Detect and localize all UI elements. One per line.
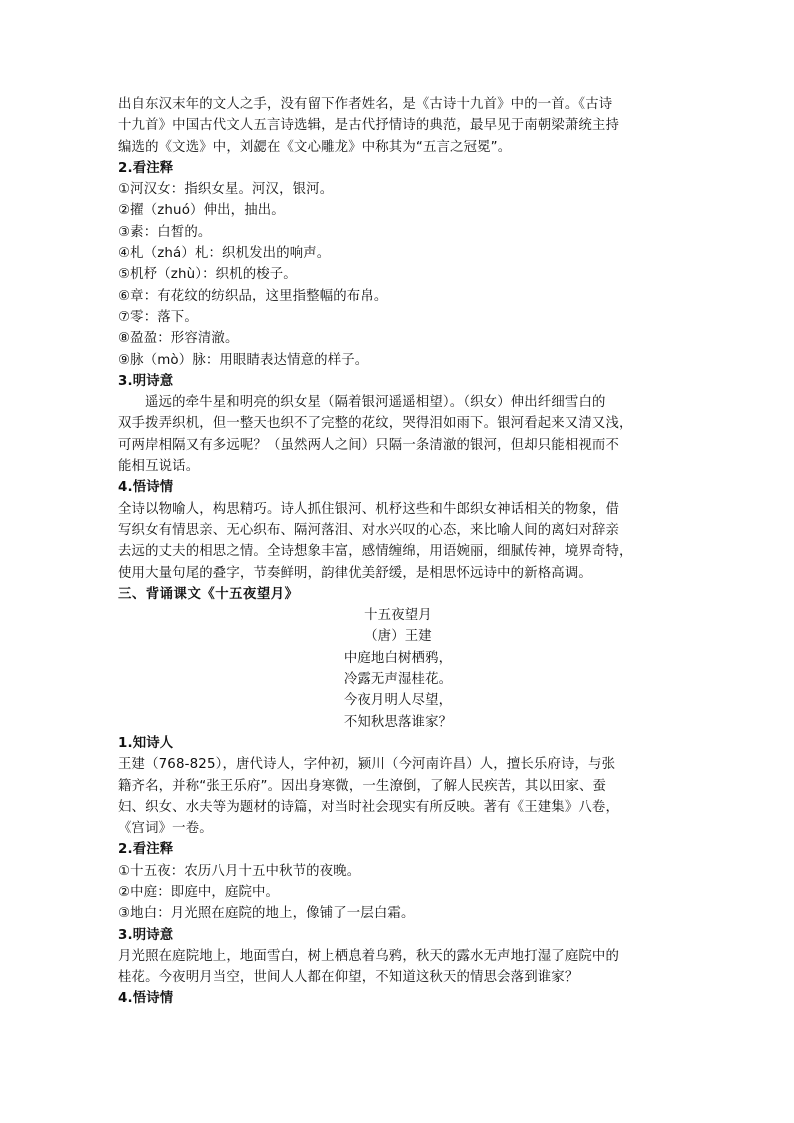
poem2-meaning-line: 月光照在庭院地上，地面雪白，树上栖息着乌鸦，秋天的露水无声地打湿了庭院中的 xyxy=(118,948,620,964)
section-heading: 三、背诵课文《十五夜望月》 xyxy=(118,586,299,602)
poem1-note: ①河汉女：指织女星。河汉，银河。 xyxy=(118,182,334,198)
poem2-poet-line: 《宫词》一卷。 xyxy=(118,821,213,837)
poem1-note: ⑦零：落下。 xyxy=(118,309,198,325)
poem1-meaning-line: 遥远的牵牛星和明亮的织女星（隔着银河遥遥相望）。（织女）伸出纤细雪白的 xyxy=(145,395,606,411)
poem1-note: ⑧盈盈：形容清澈。 xyxy=(118,331,239,347)
poem2-poet-heading: 1.知诗人 xyxy=(118,735,174,751)
poem2-note: ①十五夜：农历八月十五中秋节的夜晚。 xyxy=(118,863,361,879)
poem2-verse: 不知秋思落谁家？ xyxy=(343,714,453,730)
poem1-feeling-line: 写织女有情思亲、无心织布、隔河落泪、对水兴叹的心态，来比喻人间的离妇对辞亲 xyxy=(118,522,620,538)
poem1-meaning-line: 双手拨弄织机，但一整天也织不了完整的花纹，哭得泪如雨下。银河看起来又清又浅， xyxy=(118,416,633,432)
poem1-feeling-line: 去远的丈夫的相思之情。全诗想象丰富，感情缠绵，用语婉丽，细腻传神，境界奇特， xyxy=(118,544,633,560)
document-content xyxy=(118,94,678,1010)
poem1-feeling-line: 使用大量句尾的叠字，节奏鲜明，韵律优美舒缓，是相思怀远诗中的新格高调。 xyxy=(118,565,592,581)
poem1-note: ②擢（zhuó）伸出，抽出。 xyxy=(118,203,285,219)
poem1-note: ④札（zhá）札：织机发出的响声。 xyxy=(118,246,331,262)
poem2-title: 十五夜望月 xyxy=(364,608,432,624)
poem2-meaning-heading: 3.明诗意 xyxy=(118,927,174,943)
poem2-poet-line: 籍齐名，并称“张王乐府”。因出身寒微，一生潦倒，了解人民疾苦，其以田家、蚕 xyxy=(118,778,607,794)
poem2-poet-line: 王建（768-825），唐代诗人，字仲初，颍川（今河南许昌）人，擅长乐府诗，与张 xyxy=(118,757,616,773)
poem1-note: ③素：白皙的。 xyxy=(118,224,212,240)
poem1-note: ⑤机杼（zhù）：织机的梭子。 xyxy=(118,267,297,283)
poem2-verse: 今夜月明人尽望， xyxy=(343,693,453,709)
poem2-note: ③地白：月光照在庭院的地上，像铺了一层白霜。 xyxy=(118,906,415,922)
poem2-verse: 中庭地白树栖鸦， xyxy=(343,650,453,666)
poem2-author: （唐）王建 xyxy=(364,629,432,645)
poem2-feeling-heading: 4.悟诗情 xyxy=(118,991,174,1007)
poem1-notes-heading: 2.看注释 xyxy=(118,160,174,176)
intro-line: 出自东汉末年的文人之手，没有留下作者姓名，是《古诗十九首》中的一首。《古诗 xyxy=(118,97,613,112)
poem1-note: ⑥章：有花纹的纺织品，这里指整幅的布帛。 xyxy=(118,288,388,304)
intro-line: 编选的《文选》中，刘勰在《文心雕龙》中称其为“五言之冠冕”。 xyxy=(118,139,512,155)
poem1-meaning-heading: 3.明诗意 xyxy=(118,373,174,389)
poem1-feeling-line: 全诗以物喻人，构思精巧。诗人抓住银河、机杼这些和牛郎织女神话相关的物象，借 xyxy=(118,501,620,517)
poem2-verse: 冷露无声湿桂花。 xyxy=(343,672,453,688)
intro-line: 十九首》中国古代文人五言诗选辑，是古代抒情诗的典范，最早见于南朝梁萧统主持 xyxy=(118,118,620,134)
poem2-meaning-line: 桂花。今夜明月当空，世间人人都在仰望，不知道这秋天的情思会落到谁家？ xyxy=(118,970,579,986)
poem1-note: ⑨脉（mò）脉：用眼睛表达情意的样子。 xyxy=(118,352,369,368)
poem1-meaning-line: 可两岸相隔又有多远呢？（虽然两人之间）只隔一条清澈的银河，但却只能相视而不 xyxy=(118,437,620,453)
poem2-note: ②中庭：即庭中，庭院中。 xyxy=(118,884,280,900)
poem2-poet-line: 妇、织女、水夫等为题材的诗篇，对当时社会现实有所反映。著有《王建集》八卷， xyxy=(118,799,620,815)
poem2-notes-heading: 2.看注释 xyxy=(118,842,174,858)
poem1-meaning-line: 能相互说话。 xyxy=(118,459,200,475)
poem1-feeling-heading: 4.悟诗情 xyxy=(118,480,174,496)
